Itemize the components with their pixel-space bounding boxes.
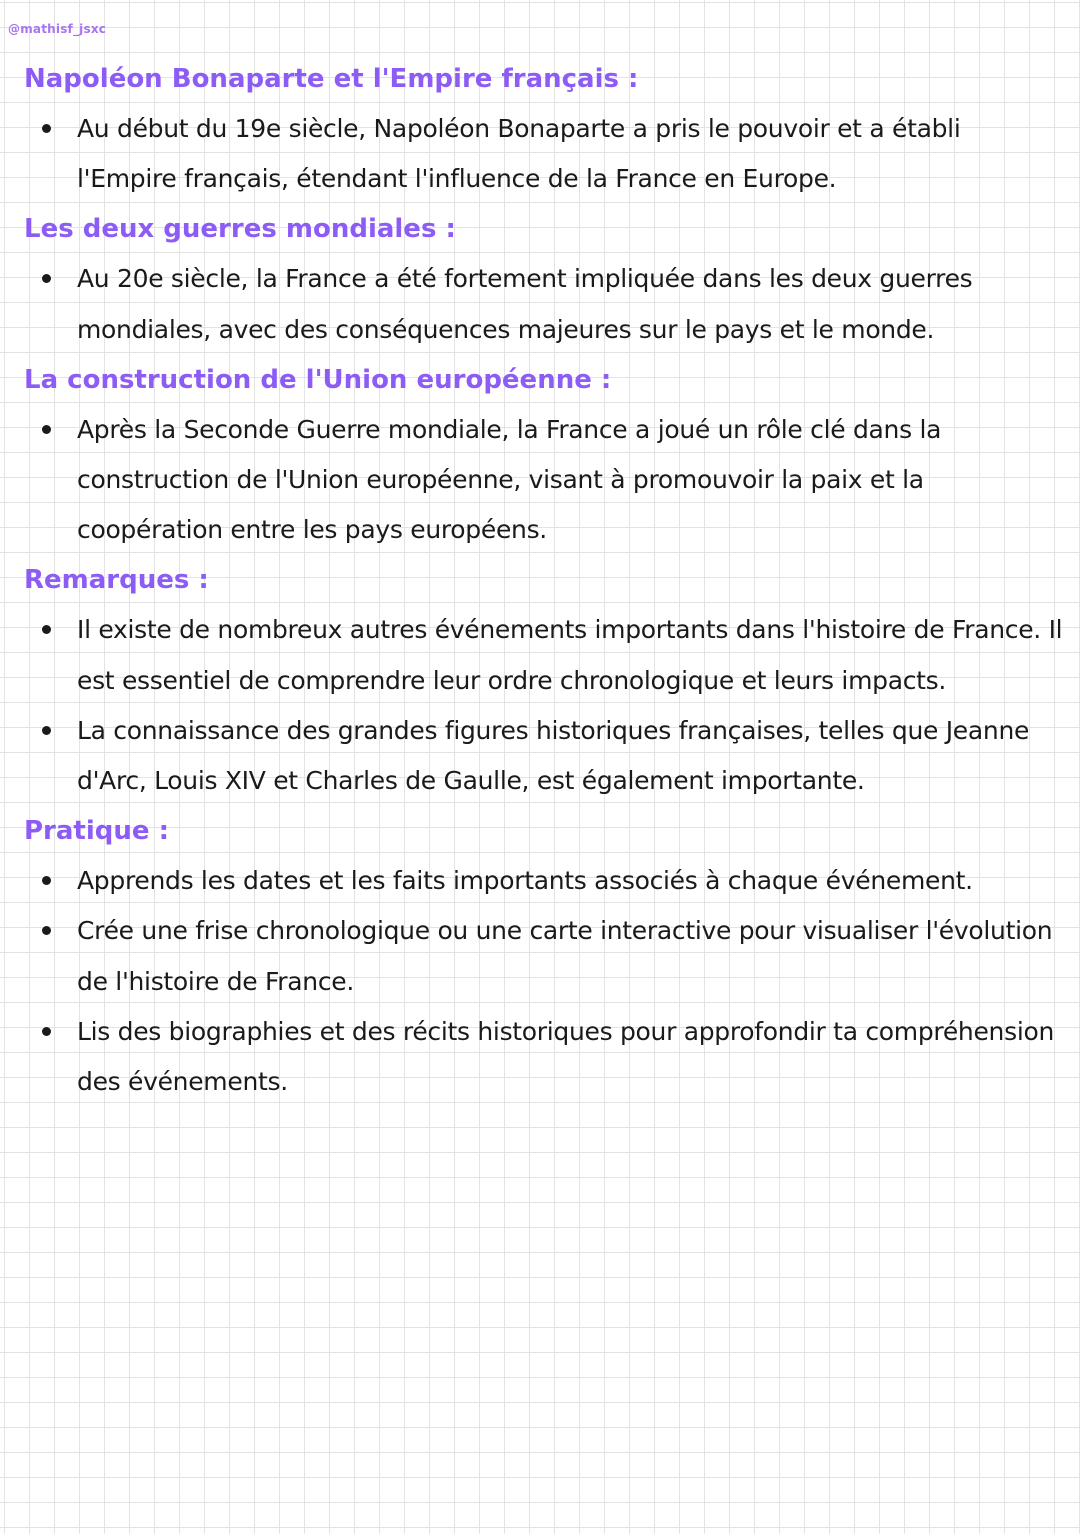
bullet-list <box>24 856 1064 1107</box>
bullet-icon <box>42 625 51 634</box>
notes-content <box>24 54 1064 1107</box>
bullet-list <box>24 605 1064 806</box>
bullet-icon <box>42 425 51 434</box>
list-item-text: Crée une frise chronologique ou une carte interactive pour visualiser l'évolution de l'histoire de France. <box>77 916 1053 996</box>
bullet-icon <box>42 876 51 885</box>
list-item <box>24 1007 1064 1107</box>
list-item <box>24 405 1064 556</box>
bullet-list <box>24 405 1064 556</box>
list-item-text: Lis des biographies et des récits historiques pour approfondir ta compréhension des événements. <box>77 1016 1055 1097</box>
list-item-text: Il existe de nombreux autres événements importants dans l'histoire de France. Il est essentiel de comprendre leur ordre chronologique et leurs impacts. <box>77 615 1063 695</box>
author-watermark: @mathisf_jsxc <box>8 22 107 36</box>
bullet-icon <box>42 274 51 283</box>
bullet-list <box>24 104 1064 204</box>
bullet-list <box>24 254 1064 354</box>
section-heading: Pratique : <box>24 816 169 847</box>
bullet-icon <box>42 1027 51 1036</box>
section-world-wars <box>24 204 1064 354</box>
section-heading: Remarques : <box>24 565 209 596</box>
list-item <box>24 856 1064 906</box>
section-napoleon <box>24 54 1064 204</box>
section-heading: La construction de l'Union européenne : <box>24 364 612 395</box>
list-item-text: Apprends les dates et les faits importants associés à chaque événement. <box>77 866 973 896</box>
bullet-icon <box>42 726 51 735</box>
section-pratique <box>24 806 1064 1107</box>
list-item-text: Au 20e siècle, la France a été fortement impliquée dans les deux guerres mondiales, avec des conséquences majeures sur le pays et le monde. <box>77 264 973 344</box>
section-remarques <box>24 555 1064 806</box>
section-heading: Les deux guerres mondiales : <box>24 214 456 245</box>
list-item-text: Après la Seconde Guerre mondiale, la France a joué un rôle clé dans la construction de l'Union européenne, visant à promouvoir la paix et la coopération entre les pays européens. <box>77 414 942 545</box>
list-item <box>24 254 1064 354</box>
list-item <box>24 906 1064 1006</box>
list-item <box>24 104 1064 204</box>
list-item-text: La connaissance des grandes figures historiques françaises, telles que Jeanne d'Arc, Louis XIV et Charles de Gaulle, est également importante. <box>77 715 1030 796</box>
bullet-icon <box>42 926 51 935</box>
list-item <box>24 605 1064 705</box>
list-item <box>24 706 1064 806</box>
bullet-icon <box>42 124 51 133</box>
section-european-union <box>24 355 1064 556</box>
list-item-text: Au début du 19e siècle, Napoléon Bonaparte a pris le pouvoir et a établi l'Empire français, étendant l'influence de la France en Europe. <box>77 114 961 194</box>
section-heading: Napoléon Bonaparte et l'Empire français : <box>24 64 639 94</box>
